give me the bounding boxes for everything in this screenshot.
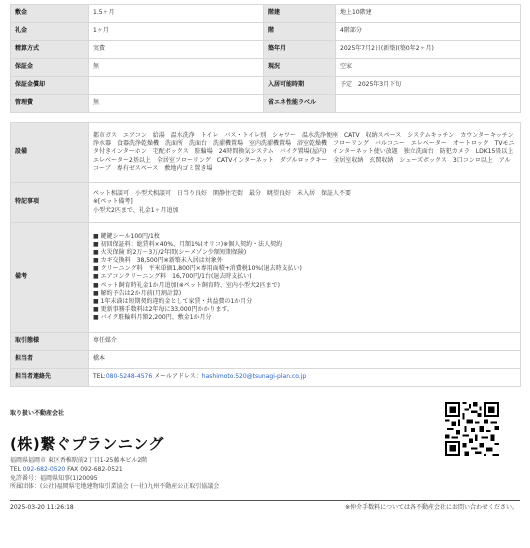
deposit-value: 1.5ヶ月 <box>89 5 264 23</box>
agency-tel-label: TEL <box>10 466 21 474</box>
status-label: 現況 <box>264 59 336 77</box>
floor-value: 4階部分 <box>336 23 521 41</box>
basic-info-table <box>10 4 521 113</box>
floor-label: 階 <box>264 23 336 41</box>
energy-label-value <box>336 95 521 113</box>
status-value: 空家 <box>336 59 521 77</box>
special-row <box>11 183 521 223</box>
guarantee-value: 無 <box>89 59 264 77</box>
qr-code-icon <box>445 402 499 456</box>
agency-address: 福岡県福岡市 東区香椎駅前2丁目1-25藤本ビル2階 <box>10 457 148 465</box>
remarks-item: ■ 1年未満は短期契約違約金として家賃・共益費の1か月分 <box>93 298 516 306</box>
guarantee-amortization-value <box>89 77 264 95</box>
transaction-row <box>11 333 521 351</box>
company-name: (株)繋ぐプランニング <box>10 435 164 454</box>
basic-row <box>11 23 521 41</box>
agency-section <box>10 410 520 492</box>
contact-label: 担当者連絡先 <box>11 369 89 387</box>
special-line: ペット相談可 小型犬相談可 日当り良好 閑静住宅街 最分 眺望良好 未入居 保証人不要 <box>93 190 352 198</box>
agency-association: 所属団体：(公社)福岡県宅地建物取引業協会 (一社)九州不動産公正取引協議会 <box>10 483 220 491</box>
equipment-row <box>11 123 521 183</box>
key-money-value: 1ヶ月 <box>89 23 264 41</box>
footer-divider <box>10 500 520 501</box>
mail-prefix: メールアドレス： <box>154 373 202 381</box>
staff-value: 橋本 <box>89 351 521 369</box>
agency-fax: FAX 092-682-0521 <box>67 466 123 474</box>
settlement-label: 精算方式 <box>11 41 89 59</box>
built-date-label: 築年月 <box>264 41 336 59</box>
settlement-value: 実費 <box>89 41 264 59</box>
remarks-item: ■ 初回保証料：総賃料×40%、月額1%(オリコ)※個人契約・法人契約 <box>93 241 516 249</box>
energy-label-label: 省エネ性能ラベル <box>264 95 336 113</box>
remarks-row <box>11 223 521 333</box>
key-money-label: 礼金 <box>11 23 89 41</box>
contact-value <box>89 369 521 387</box>
contact-row <box>11 369 521 387</box>
remarks-item: ■ ペット飼育時礼金1か月追加(※ペット飼育時、室内小型犬2匹まで) <box>93 282 516 290</box>
basic-row <box>11 59 521 77</box>
transaction-value: 専任媒介 <box>89 333 521 351</box>
guarantee-amortization-label: 保証金償却 <box>11 77 89 95</box>
staff-row <box>11 351 521 369</box>
special-value <box>89 183 521 223</box>
floors-label: 階建 <box>264 5 336 23</box>
staff-email-link[interactable]: hashimoto.520@tsunagi-plan.co.jp <box>201 373 307 381</box>
staff-phone-link[interactable]: 080-5248-4576 <box>105 373 153 381</box>
brokerage-fee-note: ※仲介手数料については各不動産会社にお問い合わせください。 <box>345 504 518 511</box>
agency-license: 免許番号：福岡県知事(1)20095 <box>10 474 98 482</box>
staff-label: 担当者 <box>11 351 89 369</box>
guarantee-label: 保証金 <box>11 59 89 77</box>
remarks-item: ■ カギ交換料 38,500円※新築未入居は対象外 <box>93 257 516 265</box>
equipment-value: 都市ガス エアコン 給湯 温水洗浄 トイレ バス・トイレ別 シャワー 温水洗浄便座 CATV 収納スペース システムキッチン カウンターキッチン 浄水器 食器洗浄乾燥機 洗面所 洗面台 洗濯機置場 室内洗濯機置場 浴室乾燥機 フローリング バルコニー エレベーター オートロック TVモニタ付きインターホン 宅配ボックス 駐輪場 24時間換気システム バイク置場(屋内) インターネット使い放題 独立洗面台 防犯カメラ LDK15畳以上 エレベーター2基以上 全居室フローリング CATVインターネット ダブルロックキー 全居室収納 玄関収納 シューズボックス 3口コンロ以上 アルコーブ 専有ゼスペース 敷地内ゴミ置き場 <box>89 123 521 183</box>
special-line: 小型犬2匹まで、礼金1ヶ月追加 <box>93 206 179 214</box>
tel-prefix: TEL: <box>93 373 106 381</box>
agency-phone-fax <box>10 466 520 475</box>
equipment-label: 設備 <box>11 123 89 183</box>
management-fee-value: 無 <box>89 95 264 113</box>
special-line: ※[ペット備考] <box>93 198 133 206</box>
remarks-item: ■ クリーニング料 平米単価1,800円×専用面積+消費税10%(退去時支払い) <box>93 265 516 273</box>
remarks-value <box>89 223 521 333</box>
basic-row <box>11 5 521 23</box>
move-in-label: 入居可能時期 <box>264 77 336 95</box>
details-table <box>10 122 521 387</box>
management-fee-label: 管理費 <box>11 95 89 113</box>
special-label: 特記事項 <box>11 183 89 223</box>
agency-phone-link[interactable]: 092-682-0520 <box>22 466 66 474</box>
remarks-item: ■ 解約予告は2か月前(月割計算) <box>93 290 516 298</box>
remarks-item: ■ 火災保険 約2万～3万/2年間(シーメゾン少額短期保険) <box>93 249 516 257</box>
remarks-item: ■ 更新事務手数料は2年毎に33,000円かかります。 <box>93 306 516 314</box>
basic-row <box>11 41 521 59</box>
agency-heading: 取り扱い不動産会社 <box>10 410 65 417</box>
transaction-label: 取引態様 <box>11 333 89 351</box>
basic-row <box>11 95 521 113</box>
remarks-item: ■ 鍵鍵シール100円/1枚 <box>93 233 516 241</box>
basic-row <box>11 77 521 95</box>
deposit-label: 敷金 <box>11 5 89 23</box>
remarks-item: ■ エアコンクリーニング料 16,700円/1台(退去時支払い) <box>93 273 516 281</box>
built-date-value: 2025年7月2日(新築)(築0年2ヶ月) <box>336 41 521 59</box>
floors-value: 地上10階建 <box>336 5 521 23</box>
print-datetime: 2025-03-20 11:26:18 <box>10 504 74 511</box>
move-in-value: 予定 2025年3月下旬 <box>336 77 521 95</box>
remarks-item: ■ バイク駐輪料月額2,200円、敷金1か月分 <box>93 314 516 322</box>
remarks-label: 備考 <box>11 223 89 333</box>
